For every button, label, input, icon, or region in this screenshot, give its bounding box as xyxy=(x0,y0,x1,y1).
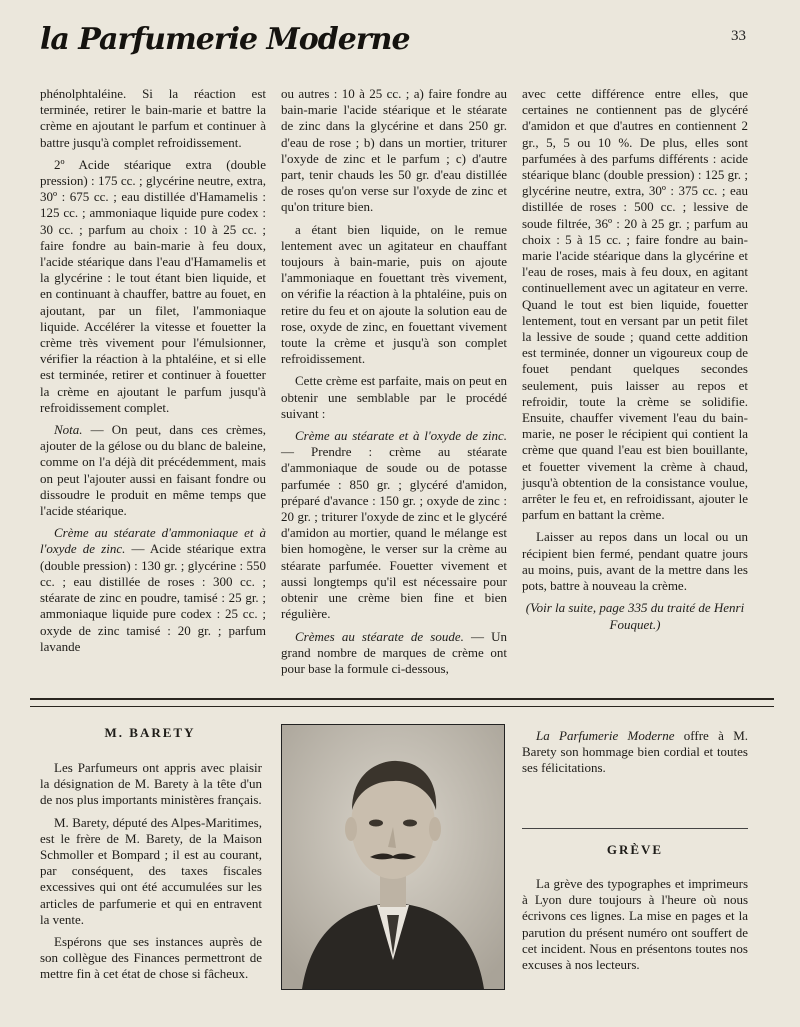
paragraph: Espérons que ses instances auprès de son collègue des Finances permettront de mettre fin à cet état de chose si fâcheux. xyxy=(40,934,262,982)
barety-column-1 xyxy=(40,760,262,989)
greve-divider xyxy=(522,828,748,829)
article-column-3 xyxy=(522,86,748,639)
paragraph-text: offre à M. Barety son hommage bien cordial et toutes ses félicitations. xyxy=(522,728,749,776)
paragraph: M. Barety, député des Alpes-Maritimes, est le frère de M. Barety, de la Maison Schmoller et Bompard ; il est au courant, par conséquent, des taxes fiscales excessives qui ont été accumulées sur les articles de parfumerie et qui en entravent la vente. xyxy=(40,814,262,927)
paragraph: phénolphtaléine. Si la réaction est terminée, retirer le bain-marie et battre la crème en ajoutant le parfum et continuer à battre jusqu'à complet refroidissement. xyxy=(40,86,266,150)
page-number: 33 xyxy=(731,28,746,44)
portrait-image xyxy=(282,725,504,989)
paragraph xyxy=(40,525,266,655)
paragraph-text: — Un grand nombre de marques de crème ont pour base la formule ci-dessous, xyxy=(281,628,507,676)
paragraph: a étant bien liquide, on le remue lentement avec un agitateur en chauffant toujours à bain-marie, puis on ajoute l'ammoniaque en fouettant très vivement, on vérifie la réaction à la phtaléine, puis on retire du feu et on ajoute la solution eau de rose, oxyde de zinc, en fouettant vivement toute la crème et jusqu'à son complet refroidissement. xyxy=(281,221,507,367)
paragraph xyxy=(281,428,507,622)
portrait-photo xyxy=(281,724,505,990)
paragraph xyxy=(40,422,266,519)
paragraph-text: — On peut, dans ces crèmes, ajouter de la gélose ou du blanc de baleine, comme on l'a déjà dit précédemment, mais on peut l'ajouter aussi en faisant fondre ou dissoudre le produit en même temps que l'acide stéarique. xyxy=(40,422,266,519)
paragraph: Les Parfumeurs ont appris avec plaisir la désignation de M. Barety à la tête d'un de nos plus importants ministères français. xyxy=(40,760,262,808)
subheading: Crèmes au stéarate de soude. xyxy=(295,628,464,644)
paragraph: 2º Acide stéarique extra (double pression) : 175 cc. ; glycérine neutre, extra, 30º : 675 cc. ; eau distillée d'Hamamelis : 125 cc. ; ammoniaque liquide pure codex : 30 cc. ; parfum au choix : 10 à 25 cc. ; faire fondre au bain-marie à feu doux, l'acide stéarique dans l'eau d'Hamamelis et la glycérine : le tout étant bien liquide, et en continuant à chauffer, battre au fouet, en ajoutant, par un filet, l'ammoniaque liquide. Accélérer la vitesse et fouetter la crème très vivement pour l'émulsionner, vérifier la réaction à la phtaléine, et si elle est terminée, retirer et continuer à fouetter la crème en ajoutant le parfum jusqu'à refroidissement complet. xyxy=(40,156,266,415)
publication-name: La Parfumerie Moderne xyxy=(536,728,675,743)
paragraph xyxy=(281,629,507,678)
paragraph: avec cette différence entre elles, que certaines ne contiennent pas de glycéré d'amidon et que d'autres en contiennent 2 gr., 5, 5 ou 10 %. De plus, elles sont parfumées à des parfums différents : acide stéarique blanc (double pression) : 125 gr. ; glycérine neutre, extra, 30º : 375 cc. ; eau distillée de roses : 500 cc. ; lessive de soude filtrée, 36º : 20 à 25 gr. ; parfum au choix : 5 à 15 cc. ; faire fondre au bain-marie l'acide stéarique dans la glycérine et l'eau de roses, mais à feu doux, en agitant continuellement avec un agitateur en verre. Quand le tout est bien liquide, fouetter lentement, tout en versant par un petit filet la lessive de soude ; quand cette addition est terminée, donner un vigoureux coup de fouet pendant quelques secondes seulement, puis laisser au repos et refroidir, toute la crème se solidifie. Ensuite, chauffer vivement l'eau du bain-marie, ne poser le récipient qui contient la crème que quand l'eau est bien bouillante, et fouetter vivement la crème à chaud, jusqu'à obtention de la consistance voulue, arrêter le feu et, en refroidissant, ajouter le parfum en battant la crème. xyxy=(522,86,748,523)
paragraph-text: — Acide stéarique extra (double pression) : 130 gr. ; glycérine : 550 cc. ; eau distillée de roses : 300 cc. ; stéarate de zinc en poudre, tamisé : 25 gr. ; ammoniaque liquide pure codex : 25 cc. ; oxyde de zinc tamisé : 20 gr. ; parfum lavande xyxy=(40,541,267,654)
masthead-title: la Parfumerie Moderne xyxy=(40,22,410,57)
section-divider xyxy=(30,698,774,707)
paragraph: Laisser au repos dans un local ou un récipient bien fermé, pendant quatre jours au moins, puis, avant de la mettre dans les pots, battre à nouveau la crème. xyxy=(522,529,748,594)
article-column-2 xyxy=(281,86,507,683)
paragraph-text: — Prendre : crème au stéarate d'ammoniaque de soude ou de potasse parfumée : 850 gr. ; glycéré d'amidon, préparé d'avance : 150 gr. ; oxyde de zinc : 20 gr. ; triturer l'oxyde de zinc et le glycéré d'amidon au mortier, quand le mélange est bien homogène, le verser sur la crème au stéarate parfumée. Fouetter vivement et aussi longtemps qu'il est nécessaire pour obtenir une crème bien fine et bien régulière. xyxy=(281,444,507,622)
greve-heading: GRÈVE xyxy=(606,842,664,857)
nota-label: Nota. xyxy=(54,422,83,438)
paragraph: Cette crème est parfaite, mais on peut en obtenir une semblable par le procédé suivant : xyxy=(281,373,507,421)
article-column-1 xyxy=(40,86,266,661)
greve-column xyxy=(522,876,748,979)
barety-heading: M. BARETY xyxy=(104,725,196,740)
barety-column-3 xyxy=(522,728,748,783)
paragraph: ou autres : 10 à 25 cc. ; a) faire fondre au bain-marie l'acide stéarique et le stéarate de zinc dans la glycérine et dans 250 gr. d'eau de rose ; b) dans un mortier, triturer l'oxyde de zinc et le parfum ; c) d'autre part, tenir chauds les 50 gr. d'eau distillée de roses qu'on verse sur l'oxyde de zinc et qu'on triture bien. xyxy=(281,86,507,215)
subheading: Crème au stéarate et à l'oxyde de zinc. xyxy=(295,428,507,444)
paragraph xyxy=(522,728,748,777)
subheading: Crème au stéarate d'ammoniaque et à l'oxyde de zinc. xyxy=(40,525,266,557)
source-note: (Voir la suite, page 335 du traité de Henri Fouquet.) xyxy=(525,600,745,632)
paragraph: La grève des typographes et imprimeurs à Lyon dure toujours à l'heure où nous écrivons ces lignes. La mise en pages et la parution du présent numéro ont souffert de cet incident. Nous en présentons toutes nos excuses à nos lecteurs. xyxy=(522,876,748,973)
